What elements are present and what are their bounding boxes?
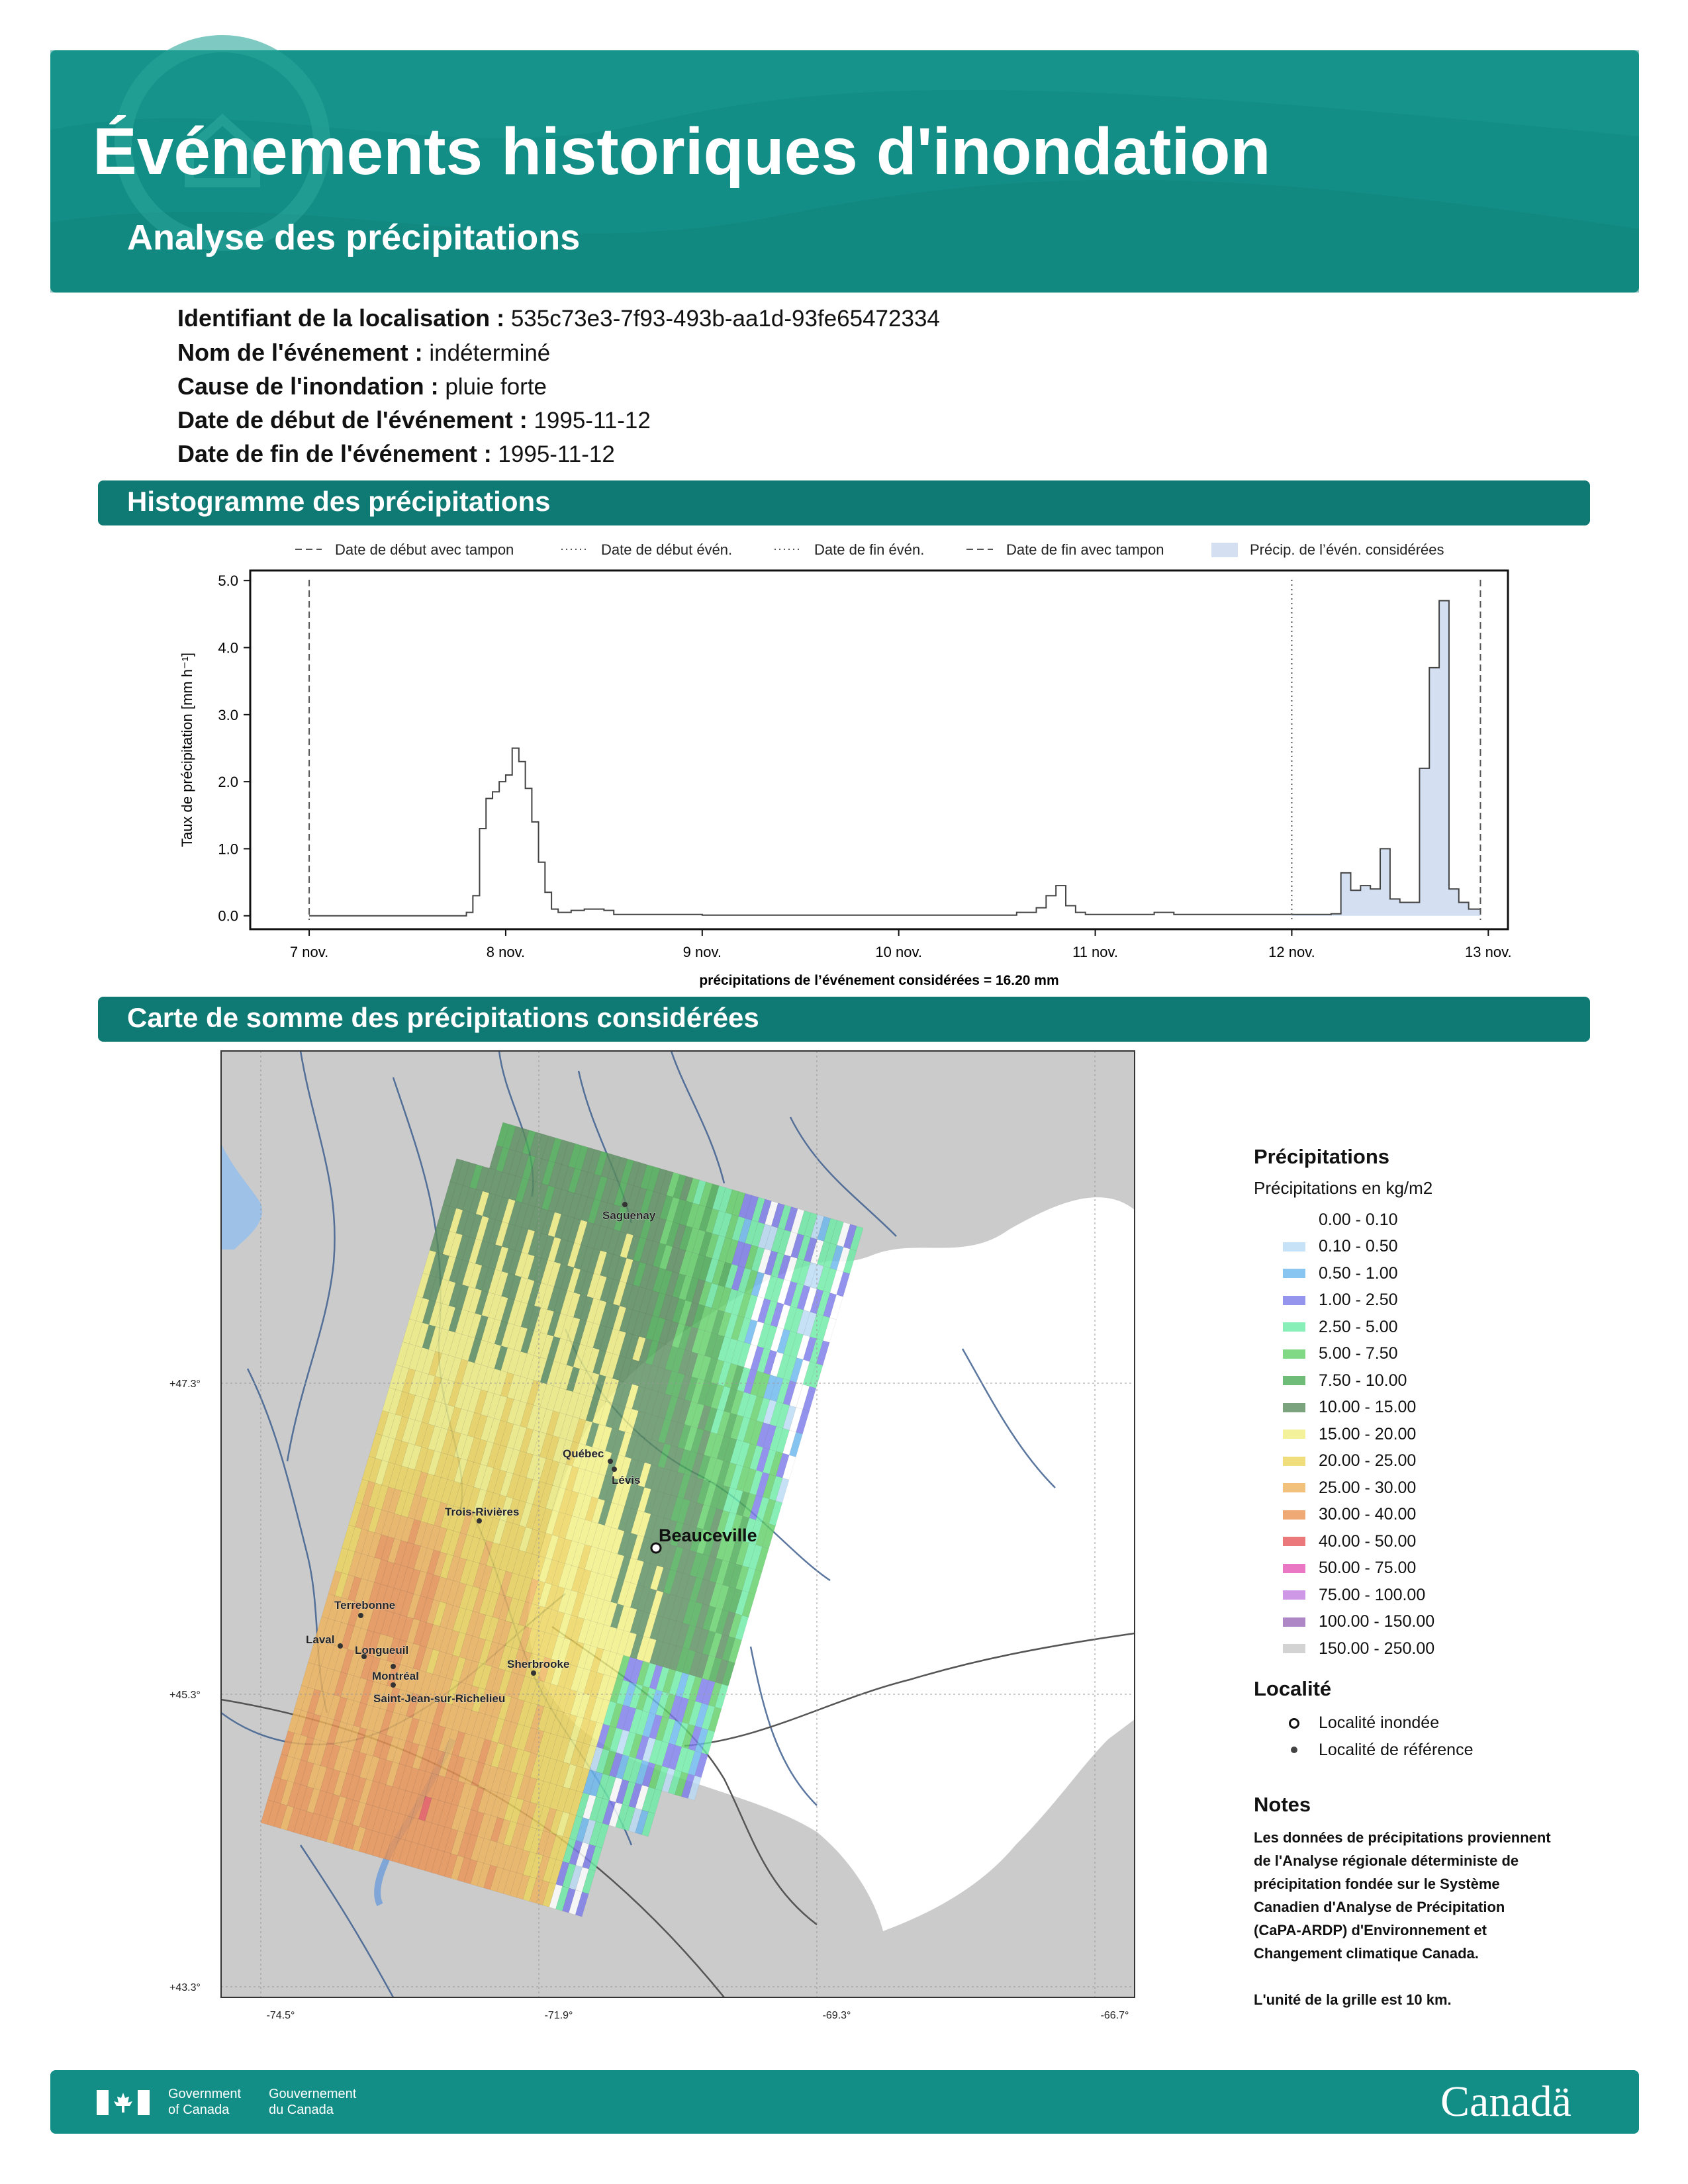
y-tick-label: 5.0 bbox=[218, 572, 238, 590]
precip-series-line bbox=[309, 601, 1480, 916]
reference-locality-marker bbox=[391, 1682, 396, 1688]
info-cause bbox=[177, 373, 547, 400]
gov-fr-text bbox=[269, 2086, 356, 2118]
y-axis bbox=[218, 572, 250, 925]
label: Nom de l'événement : bbox=[177, 339, 423, 366]
legend-item-label: 100.00 - 150.00 bbox=[1319, 1612, 1435, 1631]
legend-item bbox=[1254, 1635, 1598, 1662]
page-subtitle: Analyse des précipitations bbox=[127, 218, 581, 257]
legend-item bbox=[1254, 1421, 1598, 1448]
legend-event-start: Date de début évén. bbox=[601, 541, 733, 558]
legend-buffer-start: Date de début avec tampon bbox=[335, 541, 514, 558]
reference-marker-icon bbox=[1283, 1744, 1305, 1756]
legend-buffer-end: Date de fin avec tampon bbox=[1006, 541, 1164, 558]
label: Cause de l'inondation : bbox=[177, 373, 439, 400]
page-footer bbox=[50, 2070, 1639, 2134]
section-title: Histogramme des précipitations bbox=[127, 486, 551, 517]
legend-considered-swatch bbox=[1211, 543, 1238, 557]
city-label: Saguenay bbox=[602, 1209, 656, 1222]
lat-label: +43.3° bbox=[169, 1982, 201, 1993]
legend-item bbox=[1254, 1287, 1598, 1314]
legend-items bbox=[1254, 1206, 1598, 1662]
legend-swatch bbox=[1283, 1376, 1305, 1385]
lon-label: -74.5° bbox=[266, 2010, 295, 2021]
legend-considered: Précip. de l’évén. considérées bbox=[1250, 541, 1444, 558]
city-label: Lévis bbox=[612, 1474, 641, 1486]
locality-reference-label: Localité de référence bbox=[1319, 1740, 1474, 1759]
legend-swatch bbox=[1283, 1617, 1305, 1627]
chart-legend bbox=[295, 541, 1444, 558]
legend-item-label: 25.00 - 30.00 bbox=[1319, 1478, 1417, 1497]
gov-en-line2: of Canada bbox=[168, 2103, 230, 2117]
y-tick-label: 4.0 bbox=[218, 639, 238, 657]
city-label: Laval bbox=[306, 1633, 335, 1646]
legend-item bbox=[1254, 1394, 1598, 1422]
legend-item bbox=[1254, 1314, 1598, 1341]
x-tick-label: 7 nov. bbox=[289, 944, 329, 960]
lon-label: -69.3° bbox=[822, 2010, 851, 2021]
info-location-id bbox=[177, 304, 940, 332]
legend-swatch bbox=[1283, 1644, 1305, 1653]
legend-item bbox=[1254, 1367, 1598, 1394]
legend-subtitle: Précipitations en kg/m2 bbox=[1254, 1178, 1433, 1198]
legend-event-end: Date de fin évén. bbox=[814, 541, 925, 558]
x-tick-label: 12 nov. bbox=[1268, 944, 1315, 960]
city-label: Québec bbox=[563, 1447, 604, 1460]
notes-title: Notes bbox=[1254, 1792, 1311, 1816]
legend-item-label: 20.00 - 25.00 bbox=[1319, 1451, 1417, 1471]
legend-title: Précipitations bbox=[1254, 1145, 1389, 1168]
legend-swatch bbox=[1283, 1430, 1305, 1439]
x-axis-label: précipitations de l’événement considérées = 16.20 mm bbox=[699, 973, 1059, 988]
locality-flooded-row bbox=[1254, 1710, 1598, 1737]
notes-text: Les données de précipitations proviennent de l'Analyse régionale déterministe de précipitation fondée sur le Système Canadien d'Analyse de Précipitation (CaPA-ARDP) d'Environnement et Changement climatique Canada. L'unité de la grille est 10 km. bbox=[1254, 1829, 1551, 2008]
info-event-name bbox=[177, 339, 550, 367]
legend-item bbox=[1254, 1475, 1598, 1502]
reference-locality-marker bbox=[531, 1670, 536, 1676]
legend-item-label: 75.00 - 100.00 bbox=[1319, 1585, 1426, 1604]
legend-item-label: 2.50 - 5.00 bbox=[1319, 1317, 1398, 1336]
canada-wordmark: Canadä bbox=[1440, 2077, 1571, 2126]
flooded-marker-icon bbox=[1283, 1717, 1305, 1729]
legend-swatch bbox=[1283, 1242, 1305, 1251]
legend-item-label: 50.00 - 75.00 bbox=[1319, 1559, 1417, 1578]
city-label: Terrebonne bbox=[334, 1599, 396, 1612]
legend-item bbox=[1254, 1341, 1598, 1368]
x-tick-label: 13 nov. bbox=[1465, 944, 1512, 960]
x-tick-label: 11 nov. bbox=[1072, 944, 1119, 960]
locality-reference-row bbox=[1254, 1737, 1598, 1764]
section-title: Carte de somme des précipitations considérées bbox=[127, 1002, 759, 1033]
legend-item-label: 0.00 - 0.10 bbox=[1319, 1210, 1398, 1229]
legend-item bbox=[1254, 1448, 1598, 1475]
section-map-header bbox=[98, 997, 1590, 1042]
info-start-date bbox=[177, 406, 651, 434]
legend-item bbox=[1254, 1609, 1598, 1636]
label: Date de début de l'événement : bbox=[177, 406, 528, 433]
gov-fr-line2: du Canada bbox=[269, 2103, 334, 2117]
city-label: Longueuil bbox=[355, 1644, 409, 1657]
locality-title: Localité bbox=[1254, 1676, 1332, 1700]
value: indéterminé bbox=[429, 340, 551, 366]
value: 535c73e3-7f93-493b-aa1d-93fe65472334 bbox=[510, 306, 940, 332]
lat-label: +47.3° bbox=[169, 1379, 201, 1390]
legend-swatch bbox=[1283, 1590, 1305, 1600]
city-label: Saint-Jean-sur-Richelieu bbox=[373, 1692, 506, 1705]
x-axis bbox=[290, 929, 1512, 960]
legend-item bbox=[1254, 1528, 1598, 1555]
reference-locality-marker bbox=[622, 1202, 628, 1207]
plot-frame bbox=[250, 570, 1508, 929]
y-tick-label: 0.0 bbox=[218, 907, 238, 925]
legend-swatch bbox=[1283, 1349, 1305, 1359]
reference-locality-marker bbox=[391, 1664, 396, 1669]
legend-item-label: 30.00 - 40.00 bbox=[1319, 1505, 1417, 1524]
legend-item bbox=[1254, 1555, 1598, 1582]
gov-en-line1: Government bbox=[168, 2087, 242, 2101]
legend-item bbox=[1254, 1582, 1598, 1609]
legend-swatch bbox=[1283, 1483, 1305, 1492]
legend-item-label: 1.00 - 2.50 bbox=[1319, 1291, 1398, 1310]
legend-swatch bbox=[1283, 1537, 1305, 1546]
label: Identifiant de la localisation : bbox=[177, 304, 505, 332]
x-tick-label: 10 nov. bbox=[875, 944, 922, 960]
legend-item-label: 10.00 - 15.00 bbox=[1319, 1398, 1417, 1417]
city-label: Sherbrooke bbox=[507, 1658, 570, 1670]
x-tick-label: 8 nov. bbox=[486, 944, 526, 960]
legend-swatch bbox=[1283, 1269, 1305, 1278]
value: 1995-11-12 bbox=[534, 408, 651, 433]
legend-swatch bbox=[1283, 1322, 1305, 1332]
y-tick-label: 3.0 bbox=[218, 706, 238, 723]
gov-en-text bbox=[168, 2086, 241, 2118]
legend-swatch bbox=[1283, 1510, 1305, 1520]
legend-swatch bbox=[1283, 1296, 1305, 1305]
lat-label: +45.3° bbox=[169, 1690, 201, 1701]
legend-item-label: 150.00 - 250.00 bbox=[1319, 1639, 1435, 1658]
section-histogram-header bbox=[98, 480, 1590, 525]
legend-item-label: 0.10 - 0.50 bbox=[1319, 1237, 1398, 1256]
reference-locality-marker bbox=[358, 1613, 363, 1618]
reference-locality-marker bbox=[612, 1467, 617, 1472]
date-markers bbox=[309, 580, 1480, 920]
legend-item bbox=[1254, 1206, 1598, 1234]
x-tick-label: 9 nov. bbox=[682, 944, 722, 960]
value: pluie forte bbox=[445, 374, 547, 400]
legend-item-label: 15.00 - 20.00 bbox=[1319, 1424, 1417, 1443]
lon-label: -66.7° bbox=[1100, 2010, 1129, 2021]
legend-item-label: 7.50 - 10.00 bbox=[1319, 1371, 1407, 1390]
info-end-date bbox=[177, 440, 615, 468]
canada-flag-icon bbox=[97, 2090, 150, 2115]
legend-item-label: 0.50 - 1.00 bbox=[1319, 1263, 1398, 1283]
y-tick-label: 1.0 bbox=[218, 841, 238, 858]
legend-item-label: 5.00 - 7.50 bbox=[1319, 1344, 1398, 1363]
page-title: Événements historiques d'inondation bbox=[93, 114, 1271, 189]
legend-item bbox=[1254, 1234, 1598, 1261]
label: Date de fin de l'événement : bbox=[177, 440, 492, 467]
locality-flooded-label: Localité inondée bbox=[1319, 1713, 1440, 1733]
reference-locality-marker bbox=[477, 1518, 482, 1524]
reference-locality-marker bbox=[608, 1459, 613, 1464]
legend-swatch bbox=[1283, 1457, 1305, 1466]
legend-swatch bbox=[1283, 1403, 1305, 1412]
y-axis-label: Taux de précipitation [mm h⁻¹] bbox=[179, 652, 195, 848]
page-header bbox=[50, 50, 1639, 293]
considered-precip-area bbox=[1291, 601, 1480, 916]
city-label: Montréal bbox=[372, 1670, 419, 1682]
map-legend bbox=[1254, 1145, 1598, 2011]
city-label: Trois-Rivières bbox=[445, 1506, 520, 1518]
legend-item bbox=[1254, 1260, 1598, 1287]
city-label: Beauceville bbox=[659, 1525, 757, 1545]
legend-item bbox=[1254, 1502, 1598, 1529]
precipitation-histogram bbox=[165, 529, 1523, 993]
legend-item-label: 40.00 - 50.00 bbox=[1319, 1531, 1417, 1551]
value: 1995-11-12 bbox=[498, 441, 615, 467]
gov-fr-line1: Gouvernement bbox=[269, 2087, 357, 2101]
y-tick-label: 2.0 bbox=[218, 774, 238, 791]
legend-swatch bbox=[1283, 1215, 1305, 1224]
lon-label: -71.9° bbox=[544, 2010, 573, 2021]
precipitation-sum-map bbox=[169, 1051, 1135, 2038]
reference-locality-marker bbox=[338, 1643, 343, 1649]
legend-swatch bbox=[1283, 1564, 1305, 1573]
